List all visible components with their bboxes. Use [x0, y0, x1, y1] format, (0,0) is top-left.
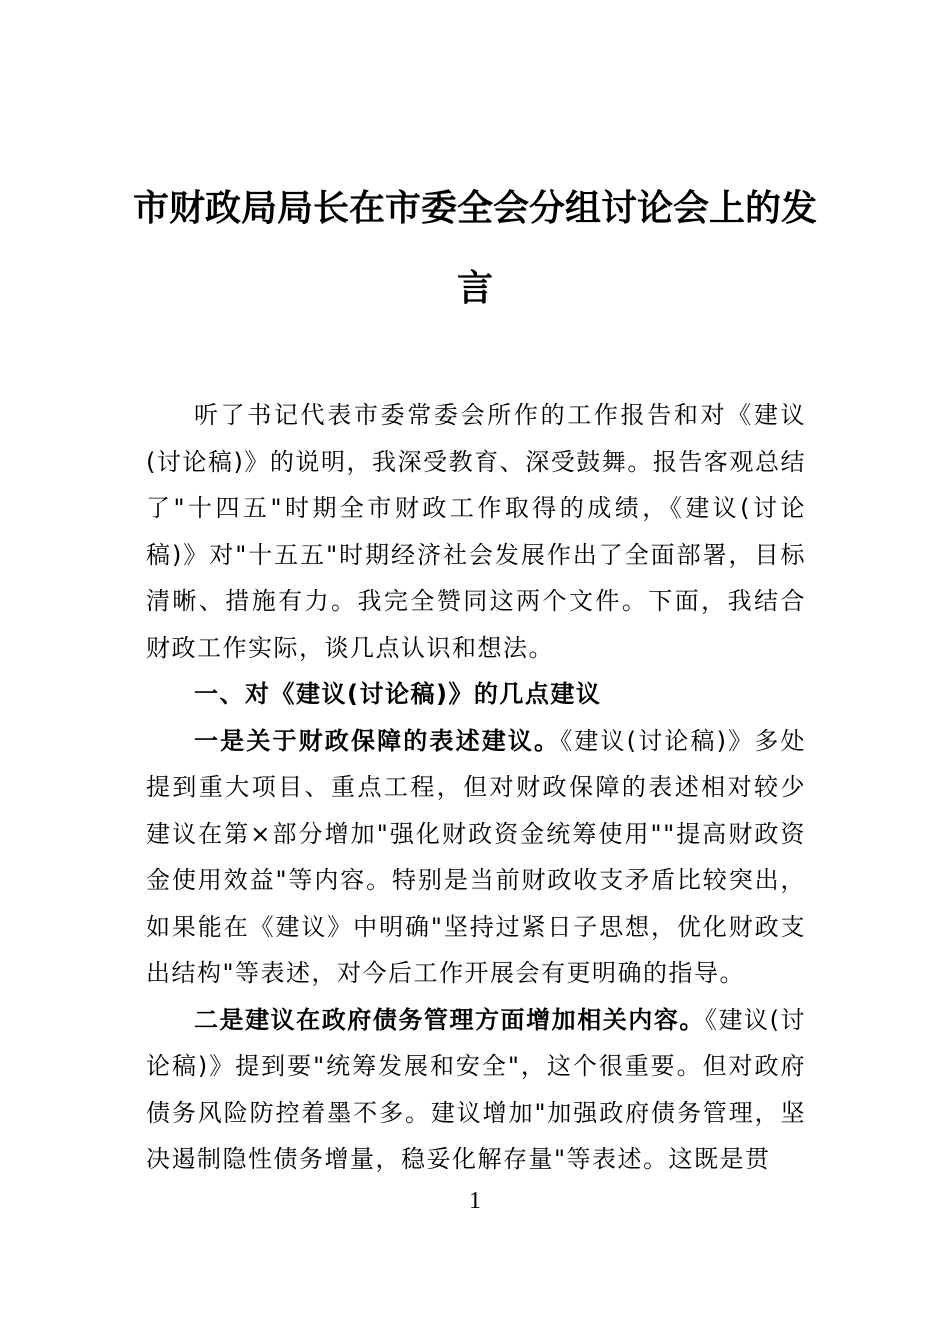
document-body — [146, 392, 806, 1183]
paragraph-point-1 — [146, 718, 806, 997]
document-title: 市财政局局长在市委全会分组讨论会上的发言 — [132, 187, 817, 309]
paragraph-point-2-text: 《建议(讨论稿)》提到要"统筹发展和安全"，这个很重要。但对政府债务风险防控着墨不多。建议增加"加强政府债务管理，坚决遏制隐性债务增量，稳妥化解存量"等表述。这既是贯 — [146, 1005, 806, 1173]
paragraph-intro-text: 听了书记代表市委常委会所作的工作报告和对《建议(讨论稿)》的说明，我深受教育、深受鼓舞。报告客观总结了"十四五"时期全市财政工作取得的成绩，《建议(讨论稿)》对"十五五"时期经济社会发展作出了全面部署，目标清晰、措施有力。我完全赞同这两个文件。下面，我结合财政工作实际，谈几点认识和想法。 — [146, 401, 806, 662]
paragraph-intro — [146, 392, 806, 671]
section-heading-1: 一、对《建议(讨论稿)》的几点建议 — [194, 680, 602, 708]
paragraph-point-2-lead: 二是建议在政府债务管理方面增加相关内容。 — [194, 1005, 705, 1034]
paragraph-point-2 — [146, 997, 806, 1183]
page-number: 1 — [469, 1188, 481, 1214]
paragraph-point-1-text: 《建议(讨论稿)》多处提到重大项目、重点工程，但对财政保障的表述相对较少建议在第×部分增加"强化财政资金统筹使用""提高财政资金使用效益"等内容。特别是当前财政收支矛盾比较突出，如果能在《建议》中明确"坚持过紧日子思想，优化财政支出结构"等表述，对今后工作开展会有更明确的指导。 — [146, 726, 806, 987]
paragraph-point-1-lead: 一是关于财政保障的表述建议。 — [194, 726, 561, 755]
